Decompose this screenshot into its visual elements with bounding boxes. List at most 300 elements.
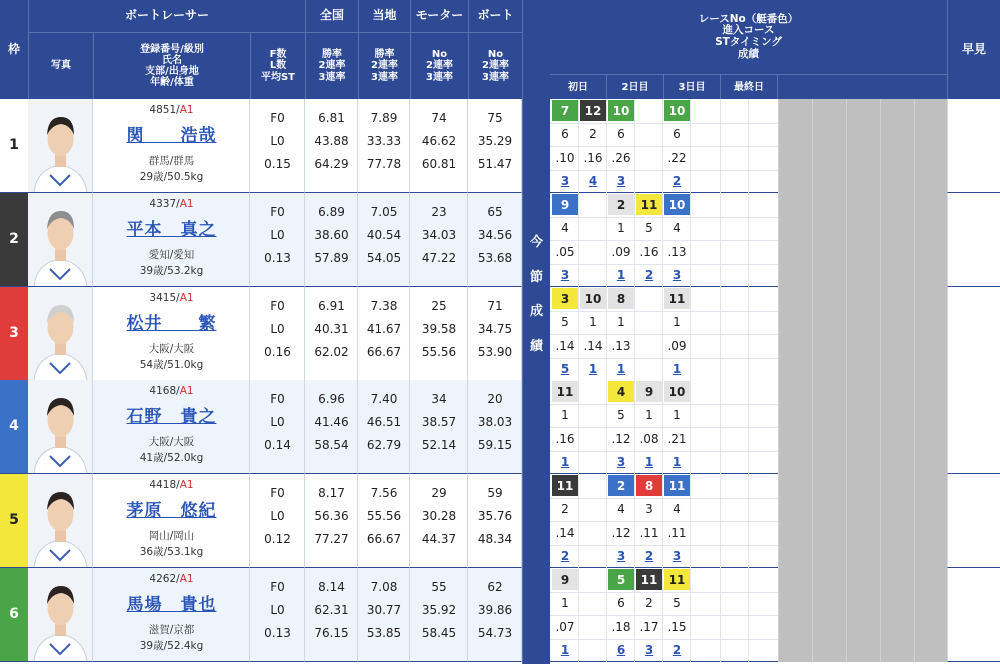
racer-class: A1 — [179, 198, 194, 211]
results-gridline — [748, 568, 749, 662]
racer-photo-image — [28, 193, 93, 287]
race-result-link[interactable]: 1 — [672, 455, 682, 469]
local-rate-value: 7.40 — [370, 392, 398, 407]
frame-number: 2 — [0, 193, 28, 287]
header-day: 最終日 — [721, 75, 778, 100]
results-gridline — [720, 474, 721, 568]
race-number-cell: 8 — [608, 288, 634, 309]
entry-course-cell: 1 — [589, 315, 597, 329]
st-timing-cell: .14 — [555, 339, 575, 353]
st-timing-cell: .05 — [555, 245, 575, 259]
stat-cell — [305, 193, 358, 287]
motor-stat-value: 55.56 — [421, 345, 457, 360]
results-gridline — [846, 193, 847, 287]
header-photo: 写真 — [28, 32, 93, 99]
race-number-cell: 11 — [664, 288, 690, 309]
racer-info — [93, 568, 250, 662]
race-result-link[interactable]: 3 — [616, 549, 626, 563]
national-rate-value: 62.31 — [314, 603, 349, 618]
racer-f-l-st-value: 0.14 — [264, 438, 291, 453]
boat-stat-value: 59.15 — [477, 438, 513, 453]
race-result-link[interactable]: 3 — [672, 268, 682, 282]
rank-cell — [580, 170, 606, 192]
stat-cell — [468, 474, 522, 568]
results-area — [550, 99, 947, 193]
rank-cell — [636, 639, 662, 661]
season-results-label — [522, 0, 550, 664]
race-number-cell: 11 — [552, 381, 578, 402]
entry-course-cell: 1 — [673, 315, 681, 329]
hayami-cell — [947, 99, 1000, 193]
stat-cell — [410, 474, 468, 568]
hayami-cell — [947, 474, 1000, 568]
race-number-cell: 3 — [552, 288, 578, 309]
racer-name-link[interactable]: 茅原 悠紀 — [126, 501, 217, 522]
boat-stat-value: 39.86 — [477, 603, 513, 618]
racer-info — [93, 474, 250, 568]
stat-cell — [305, 568, 358, 662]
rank-cell — [552, 358, 578, 380]
race-result-link[interactable]: 2 — [644, 549, 654, 563]
rank-cell — [580, 264, 606, 286]
rank-cell — [664, 639, 690, 661]
race-number-cell: 12 — [580, 100, 606, 121]
header-no-line: 2連率 — [426, 60, 453, 72]
stat-cell — [468, 568, 522, 662]
racer-f-l-st-value: 0.15 — [264, 157, 291, 172]
frame-number: 1 — [0, 99, 28, 193]
rank-cell — [664, 170, 690, 192]
rank-cell — [608, 264, 634, 286]
racer-reg-line — [93, 572, 250, 588]
results-gridline — [812, 287, 813, 381]
motor-stat-value: 35.92 — [421, 603, 457, 618]
race-number-cell: 10 — [580, 288, 606, 309]
national-rate-value: 8.14 — [318, 580, 345, 595]
header-day: 2日目 — [607, 75, 664, 100]
race-result-link[interactable]: 2 — [560, 549, 570, 563]
race-result-link[interactable]: 2 — [672, 643, 682, 657]
st-timing-cell: .12 — [611, 432, 631, 446]
results-gridline — [662, 193, 663, 287]
header-reg-line: 氏名 — [162, 54, 182, 66]
results-gridline — [662, 99, 663, 193]
motor-stat-value: 30.28 — [421, 509, 457, 524]
stat-cell — [358, 193, 410, 287]
rank-cell — [664, 545, 690, 567]
racer-f-l-st-value: 0.12 — [264, 532, 291, 547]
stat-cell — [358, 287, 410, 381]
results-gridline — [812, 474, 813, 568]
race-result-link[interactable]: 1 — [588, 362, 598, 376]
results-gridline — [880, 568, 881, 662]
results-gridline — [578, 474, 579, 568]
racer-name-link[interactable]: 松井 繁 — [126, 314, 217, 335]
racer-info — [93, 99, 250, 193]
racer-photo — [28, 474, 93, 568]
local-rate-value: 40.54 — [366, 228, 402, 243]
race-number-cell — [580, 381, 606, 402]
entry-course-cell: 6 — [673, 127, 681, 141]
frame-number: 4 — [0, 380, 28, 474]
results-area — [550, 193, 947, 287]
race-result-link[interactable]: 4 — [588, 174, 598, 188]
rank-cell — [664, 451, 690, 473]
racer-age-weight: 41歳/52.0kg — [139, 451, 204, 464]
race-number-cell: 11 — [636, 569, 662, 590]
racer-f-l-st-value: F0 — [270, 111, 285, 126]
race-result-link[interactable]: 2 — [672, 174, 682, 188]
race-result-link[interactable]: 2 — [644, 268, 654, 282]
boat-stat-value: 71 — [487, 299, 503, 314]
racer-reg-line — [93, 103, 250, 119]
header-rate-line: 2連率 — [318, 60, 346, 72]
race-result-link[interactable]: 6 — [616, 643, 626, 657]
racer-branch: 大阪/大阪 — [148, 435, 195, 448]
entry-course-cell: 1 — [617, 221, 625, 235]
entry-course-cell: 3 — [645, 502, 653, 516]
national-rate-value: 43.88 — [314, 134, 349, 149]
entry-course-cell: 5 — [645, 221, 653, 235]
header-no-line: 2連率 — [482, 60, 509, 72]
results-gridline — [606, 193, 607, 287]
race-number-cell: 9 — [636, 381, 662, 402]
results-gridline — [578, 568, 579, 662]
reg-separator: / — [176, 573, 180, 586]
rank-cell — [608, 639, 634, 661]
race-number-cell — [580, 569, 606, 590]
racer-name-link[interactable]: 平本 真之 — [126, 220, 217, 241]
race-number-cell: 8 — [636, 475, 662, 496]
race-result-link[interactable]: 1 — [644, 455, 654, 469]
results-gridline — [914, 287, 915, 381]
results-gridline — [846, 474, 847, 568]
rank-cell — [552, 264, 578, 286]
race-result-link[interactable]: 3 — [560, 268, 570, 282]
national-rate-value: 6.91 — [318, 299, 345, 314]
local-rate-value: 41.67 — [366, 322, 402, 337]
season-results-char-line: 績 — [529, 338, 543, 354]
header-no-line: No — [431, 49, 448, 61]
results-gridline — [606, 474, 607, 568]
header-national: 全国 — [305, 0, 358, 32]
results-gridline — [880, 380, 881, 474]
local-rate-value: 46.51 — [366, 415, 402, 430]
header-registration — [93, 32, 250, 99]
local-rate-value: 7.08 — [370, 580, 398, 595]
results-gridline — [634, 474, 635, 568]
racer-reg-number: 3415 — [149, 292, 177, 305]
national-rate-value: 76.15 — [314, 626, 349, 641]
hayami-cell — [947, 380, 1000, 474]
racer-f-l-st-value: L0 — [270, 134, 285, 149]
results-gridline — [578, 287, 579, 381]
national-rate-value: 8.17 — [318, 486, 345, 501]
race-result-link[interactable]: 5 — [560, 362, 570, 376]
entry-course-cell: 4 — [561, 221, 569, 235]
boat-stat-value: 65 — [487, 205, 503, 220]
entry-course-cell: 6 — [561, 127, 569, 141]
results-gray-panel — [778, 474, 947, 568]
race-number-cell: 2 — [608, 194, 634, 215]
stat-cell — [305, 380, 358, 474]
results-gridline — [634, 287, 635, 381]
results-gridline — [778, 99, 779, 193]
entry-course-cell: 4 — [673, 502, 681, 516]
results-gridline — [914, 193, 915, 287]
st-timing-cell: .13 — [667, 245, 687, 259]
header-race-line: 成績 — [738, 47, 759, 60]
st-timing-cell: .07 — [555, 620, 575, 634]
local-rate-value: 7.38 — [370, 299, 398, 314]
racer-f-l-st-value: L0 — [270, 509, 285, 524]
racer-age-weight: 36歳/53.1kg — [139, 545, 204, 558]
national-rate-value: 6.96 — [318, 392, 345, 407]
local-rate-value: 33.33 — [366, 134, 402, 149]
entry-course-cell: 2 — [589, 127, 597, 141]
header-no-line: No — [487, 49, 504, 61]
st-timing-cell: .11 — [667, 526, 687, 540]
entry-course-cell: 1 — [561, 408, 569, 422]
results-gridline — [720, 568, 721, 662]
boat-stat-value: 34.75 — [477, 322, 513, 337]
race-number-cell — [580, 194, 606, 215]
rank-cell — [608, 358, 634, 380]
race-result-link[interactable]: 1 — [560, 643, 570, 657]
race-number-cell: 10 — [664, 194, 690, 215]
stat-cell — [250, 287, 305, 381]
entry-course-cell: 5 — [673, 596, 681, 610]
st-timing-cell: .16 — [639, 245, 659, 259]
header-race-line: STタイミング — [715, 36, 782, 48]
boat-stat-value: 38.03 — [477, 415, 513, 430]
local-rate-value: 66.67 — [366, 532, 402, 547]
racer-name-link[interactable]: 石野 貴之 — [126, 407, 217, 428]
boat-stat-value: 75 — [487, 111, 503, 126]
results-gridline — [690, 380, 691, 474]
header-rate-line: 2連率 — [371, 60, 398, 72]
stat-cell — [305, 474, 358, 568]
rank-cell — [636, 358, 662, 380]
header-boat-rates — [468, 32, 522, 99]
motor-stat-value: 46.62 — [421, 134, 457, 149]
header-race-line: レースNo（艇番色） — [698, 12, 799, 25]
motor-stat-value: 39.58 — [421, 322, 457, 337]
racer-f-l-st-value: L0 — [270, 322, 285, 337]
racer-age-weight: 39歳/53.2kg — [139, 264, 204, 277]
national-rate-value: 38.60 — [314, 228, 349, 243]
header-days — [550, 74, 947, 99]
st-timing-cell — [580, 616, 606, 638]
results-gridline — [578, 380, 579, 474]
st-timing-cell: .22 — [667, 151, 687, 165]
reg-separator: / — [176, 292, 180, 305]
rank-cell — [636, 170, 662, 192]
motor-stat-value: 47.22 — [421, 251, 457, 266]
header-rate-line: 勝率 — [322, 49, 342, 61]
race-result-link[interactable]: 3 — [644, 643, 654, 657]
race-result-link[interactable]: 3 — [560, 174, 570, 188]
results-gridline — [690, 568, 691, 662]
results-gridline — [812, 568, 813, 662]
racer-age-weight: 39歳/52.4kg — [139, 639, 204, 652]
racer-photo-image — [28, 287, 93, 381]
results-gridline — [606, 287, 607, 381]
results-gridline — [812, 380, 813, 474]
racer-photo-image — [28, 474, 93, 568]
stat-cell — [410, 568, 468, 662]
local-rate-value: 77.78 — [366, 157, 402, 172]
results-gridline — [812, 193, 813, 287]
racer-photo-image — [28, 380, 93, 474]
race-result-link[interactable]: 3 — [616, 174, 626, 188]
rank-cell — [636, 264, 662, 286]
motor-stat-value: 34 — [431, 392, 447, 407]
race-result-link[interactable]: 3 — [672, 549, 682, 563]
results-gridline — [606, 99, 607, 193]
race-number-cell — [636, 100, 662, 121]
rank-cell — [608, 545, 634, 567]
reg-separator: / — [176, 198, 180, 211]
header-race-info — [550, 0, 947, 74]
st-timing-cell — [636, 335, 662, 357]
racer-name-link[interactable]: 馬場 貴也 — [126, 595, 217, 616]
entry-course-cell — [636, 123, 662, 145]
results-gridline — [578, 99, 579, 193]
results-gridline — [606, 568, 607, 662]
race-number-cell: 9 — [552, 194, 578, 215]
header-race-line: 進入コース — [722, 24, 775, 37]
season-results-char-line: 節 — [529, 269, 543, 285]
st-timing-cell: .21 — [667, 432, 687, 446]
racer-f-l-st-value: L0 — [270, 228, 285, 243]
results-gridline — [662, 568, 663, 662]
reg-separator: / — [176, 479, 180, 492]
race-number-cell: 11 — [636, 194, 662, 215]
st-timing-cell: .16 — [583, 151, 603, 165]
rank-cell — [552, 545, 578, 567]
results-gridline — [606, 380, 607, 474]
entry-course-cell: 1 — [561, 596, 569, 610]
motor-stat-value: 29 — [431, 486, 447, 501]
boat-stat-value: 48.34 — [477, 532, 513, 547]
racer-class: A1 — [179, 104, 194, 117]
st-timing-cell: .17 — [639, 620, 659, 634]
results-gridline — [880, 193, 881, 287]
rank-cell — [580, 358, 606, 380]
rank-cell — [636, 451, 662, 473]
results-gridline — [748, 99, 749, 193]
season-results-char-line: 今 — [529, 235, 543, 250]
stat-cell — [358, 568, 410, 662]
racer-class: A1 — [179, 479, 194, 492]
stat-cell — [410, 380, 468, 474]
frame-number: 5 — [0, 474, 28, 568]
results-gridline — [880, 99, 881, 193]
st-timing-cell — [636, 147, 662, 169]
racer-info — [93, 193, 250, 287]
results-gridline — [662, 380, 663, 474]
racer-f-l-st-value: 0.13 — [264, 626, 291, 641]
race-result-link[interactable]: 1 — [616, 268, 626, 282]
boat-stat-value: 62 — [487, 580, 503, 595]
header-boat: ボート — [468, 0, 522, 32]
boat-stat-value: 53.68 — [477, 251, 513, 266]
results-gridline — [778, 568, 779, 662]
stat-cell — [250, 568, 305, 662]
results-gridline — [846, 99, 847, 193]
race-result-link[interactable]: 3 — [616, 455, 626, 469]
header-rate-line: 3連率 — [371, 71, 398, 83]
racer-f-l-st-value: F0 — [270, 580, 285, 595]
racer-info — [93, 287, 250, 381]
entry-course-cell: 6 — [617, 596, 625, 610]
results-gridline — [748, 474, 749, 568]
race-result-link[interactable]: 1 — [560, 455, 570, 469]
racer-class: A1 — [179, 292, 194, 305]
st-timing-cell: .09 — [611, 245, 631, 259]
results-area — [550, 287, 947, 381]
results-gray-panel — [778, 380, 947, 474]
national-rate-value: 6.89 — [318, 205, 345, 220]
racer-branch: 大阪/大阪 — [148, 342, 195, 355]
results-gridline — [778, 380, 779, 474]
local-rate-value: 55.56 — [366, 509, 402, 524]
entry-course-cell: 5 — [617, 408, 625, 422]
racer-f-l-st-value: F0 — [270, 392, 285, 407]
header-hayami: 早見 — [947, 0, 1000, 99]
local-rate-value: 66.67 — [366, 345, 402, 360]
rank-cell — [580, 639, 606, 661]
results-gridline — [662, 474, 663, 568]
header-local: 当地 — [358, 0, 410, 32]
entry-course-cell: 4 — [617, 502, 625, 516]
local-rate-value: 7.56 — [370, 486, 398, 501]
reg-separator: / — [176, 104, 180, 117]
results-gridline — [690, 193, 691, 287]
racer-photo-image — [28, 568, 93, 662]
stat-cell — [358, 99, 410, 193]
results-gridline — [846, 287, 847, 381]
racer-reg-number: 4337 — [149, 198, 177, 211]
racer-branch: 愛知/愛知 — [148, 248, 195, 261]
st-timing-cell: .08 — [639, 432, 659, 446]
st-timing-cell: .11 — [639, 526, 659, 540]
boat-stat-value: 20 — [487, 392, 503, 407]
national-rate-value: 6.81 — [318, 111, 345, 126]
race-number-cell: 10 — [664, 381, 690, 402]
motor-stat-value: 34.03 — [421, 228, 457, 243]
racer-name-link[interactable]: 関 浩哉 — [126, 126, 217, 147]
racer-reg-line — [93, 197, 250, 213]
results-gray-panel — [778, 287, 947, 381]
racer-f-l-st-value: F0 — [270, 299, 285, 314]
stat-cell — [250, 380, 305, 474]
frame-number: 6 — [0, 568, 28, 662]
racer-class: A1 — [179, 573, 194, 586]
stat-cell — [468, 380, 522, 474]
rank-cell — [552, 639, 578, 661]
header-reg-line: 登録番号/級別 — [140, 43, 204, 55]
header-f-line: L数 — [269, 60, 287, 72]
boat-stat-value: 59 — [487, 486, 503, 501]
results-area — [550, 568, 947, 662]
header-waku: 枠 — [0, 0, 28, 99]
race-result-link[interactable]: 1 — [672, 362, 682, 376]
header-f-line: 平均ST — [260, 71, 296, 83]
racer-branch: 岡山/岡山 — [148, 529, 195, 542]
race-result-link[interactable]: 1 — [616, 362, 626, 376]
